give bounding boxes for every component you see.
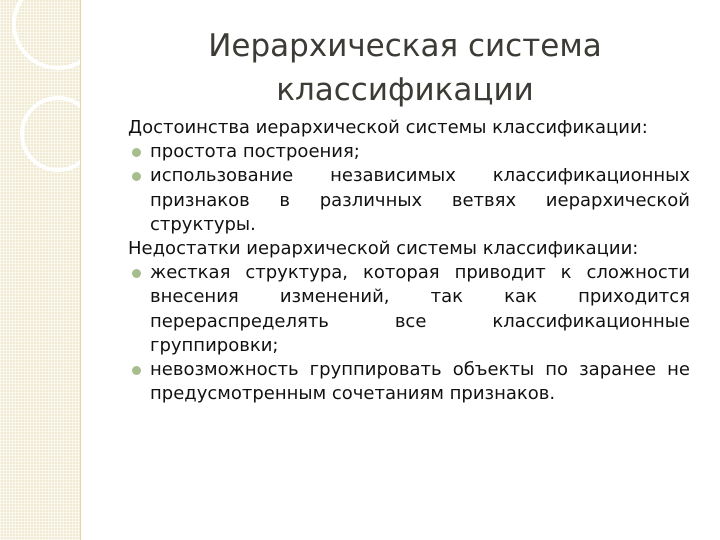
slide-title [140, 24, 670, 112]
advantages-list [128, 140, 690, 237]
disadvantages-list [128, 261, 690, 406]
side-band-divider [80, 0, 81, 540]
list-item [128, 358, 690, 406]
bullet-icon [132, 366, 141, 375]
disadvantages-heading: Недостатки иерархической системы классификации: [128, 238, 639, 260]
bullet-icon [132, 148, 141, 157]
slide-title-line-1: Иерархическая система [208, 28, 602, 64]
list-item [128, 140, 690, 164]
list-item-text: жесткая структура, которая приводит к сложности внесения изменений, так как приходится перераспределять все классификационные группировки; [150, 262, 690, 356]
slide-body [128, 116, 690, 406]
list-item [128, 164, 690, 237]
bullet-icon [132, 269, 141, 278]
bullet-icon [132, 172, 141, 181]
slide-title-line-2: классификации [276, 72, 534, 108]
decorative-circles [0, 0, 80, 200]
list-item-text: невозможность группировать объекты по заранее не предусмотренным сочетаниям признаков. [150, 359, 690, 405]
advantages-heading: Достоинства иерархической системы классификации: [128, 117, 648, 138]
list-item-text: простота построения; [150, 141, 360, 163]
list-item [128, 261, 690, 358]
list-item-text: использование независимых классификационных признаков в различных ветвях иерархической структуры. [150, 165, 690, 235]
